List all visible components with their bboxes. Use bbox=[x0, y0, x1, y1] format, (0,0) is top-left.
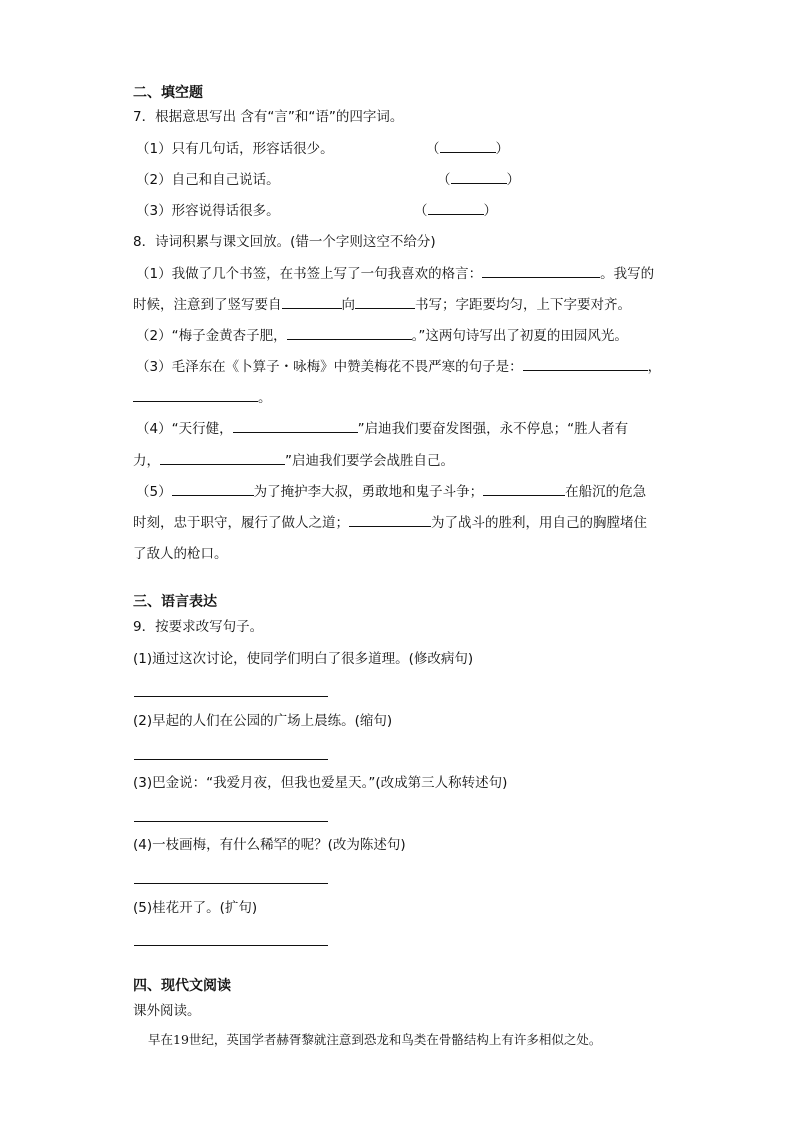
q9-item-4: (4)一枝画梅，有什么稀罕的呢？(改为陈述句) bbox=[133, 837, 406, 853]
q9-item-2: (2)早起的人们在公园的广场上晨练。(缩句) bbox=[133, 713, 393, 729]
answer-line-3[interactable] bbox=[134, 821, 328, 822]
q9-item-5: (5)桂花开了。(扩句) bbox=[133, 900, 258, 916]
answer-blank[interactable] bbox=[349, 514, 431, 527]
answer-blank[interactable] bbox=[482, 265, 600, 278]
q8-1-line-1: （1）我做了几个书签，在书签上写了一句我喜欢的格言： 。我写的 bbox=[136, 266, 655, 282]
answer-line-4[interactable] bbox=[134, 883, 328, 884]
q7-answer-3: （ ） bbox=[414, 203, 497, 219]
q7-answer-2: （ ） bbox=[437, 172, 520, 188]
q8-3-line-1: （3）毛泽东在《卜算子・咏梅》中赞美梅花不畏严寒的句子是： ， bbox=[136, 359, 662, 375]
q9-item-3: (3)巴金说：“我爱月夜，但我也爱星天。”(改成第三人称转述句) bbox=[133, 775, 508, 791]
answer-blank[interactable] bbox=[483, 483, 565, 496]
answer-line-5[interactable] bbox=[134, 945, 328, 946]
answer-blank[interactable] bbox=[160, 452, 285, 465]
answer-line-1[interactable] bbox=[134, 696, 328, 697]
q8-2: （2）“梅子金黄杏子肥， 。”这两句诗写出了初夏的田园风光。 bbox=[136, 328, 628, 344]
section-4-title: 四、现代文阅读 bbox=[133, 978, 231, 994]
section-3-title: 三、语言表达 bbox=[133, 594, 217, 610]
q8-5-line-1: （5） 为了掩护李大叔，勇敢地和鬼子斗争； 在船沉的危急 bbox=[136, 484, 647, 500]
question-9: 9．按要求改写句子。 bbox=[133, 619, 264, 635]
q7-item-1: （1）只有几句话，形容话很少。 bbox=[136, 141, 334, 157]
answer-blank[interactable] bbox=[282, 296, 342, 309]
q8-5-line-3: 了敌人的枪口。 bbox=[133, 546, 228, 562]
answer-blank[interactable] bbox=[428, 202, 484, 215]
answer-blank[interactable] bbox=[233, 420, 358, 433]
answer-blank[interactable] bbox=[523, 358, 648, 371]
q7-item-2: （2）自己和自己说话。 bbox=[136, 172, 280, 188]
question-7: 7．根据意思写出 含有“言”和“语”的四字词。 bbox=[133, 109, 404, 125]
reading-instruction: 课外阅读。 bbox=[133, 1003, 201, 1019]
q8-3-line-2: 。 bbox=[133, 389, 272, 407]
q8-5-line-2: 时刻，忠于职守，履行了做人之道； 为了战斗的胜利，用自己的胸膛堵住 bbox=[133, 515, 647, 531]
answer-blank[interactable] bbox=[133, 389, 258, 402]
q7-item-3: （3）形容说得话很多。 bbox=[136, 203, 280, 219]
answer-blank[interactable] bbox=[172, 483, 254, 496]
q8-4-line-1: （4）“天行健， ”启迪我们要奋发图强，永不停息；“胜人者有 bbox=[136, 421, 629, 437]
q7-answer-1: （ ） bbox=[426, 141, 509, 157]
q8-1-line-2: 时候，注意到了竖写要自 向 书写；字距要均匀，上下字要对齐。 bbox=[133, 297, 631, 313]
q9-item-1: (1)通过这次讨论，使同学们明白了很多道理。(修改病句) bbox=[133, 651, 474, 667]
answer-blank[interactable] bbox=[451, 171, 507, 184]
question-8: 8．诗词积累与课文回放。(错一个字则这空不给分) bbox=[133, 234, 436, 250]
section-2-title: 二、填空题 bbox=[133, 85, 203, 101]
answer-blank[interactable] bbox=[287, 327, 412, 340]
answer-blank[interactable] bbox=[355, 296, 415, 309]
q8-4-line-2: 力， ”启迪我们要学会战胜自己。 bbox=[133, 453, 454, 469]
answer-blank[interactable] bbox=[440, 140, 496, 153]
answer-line-2[interactable] bbox=[134, 759, 328, 760]
reading-paragraph: 早在19世纪，英国学者赫胥黎就注意到恐龙和鸟类在骨骼结构上有许多相似之处。 bbox=[148, 1032, 602, 1047]
